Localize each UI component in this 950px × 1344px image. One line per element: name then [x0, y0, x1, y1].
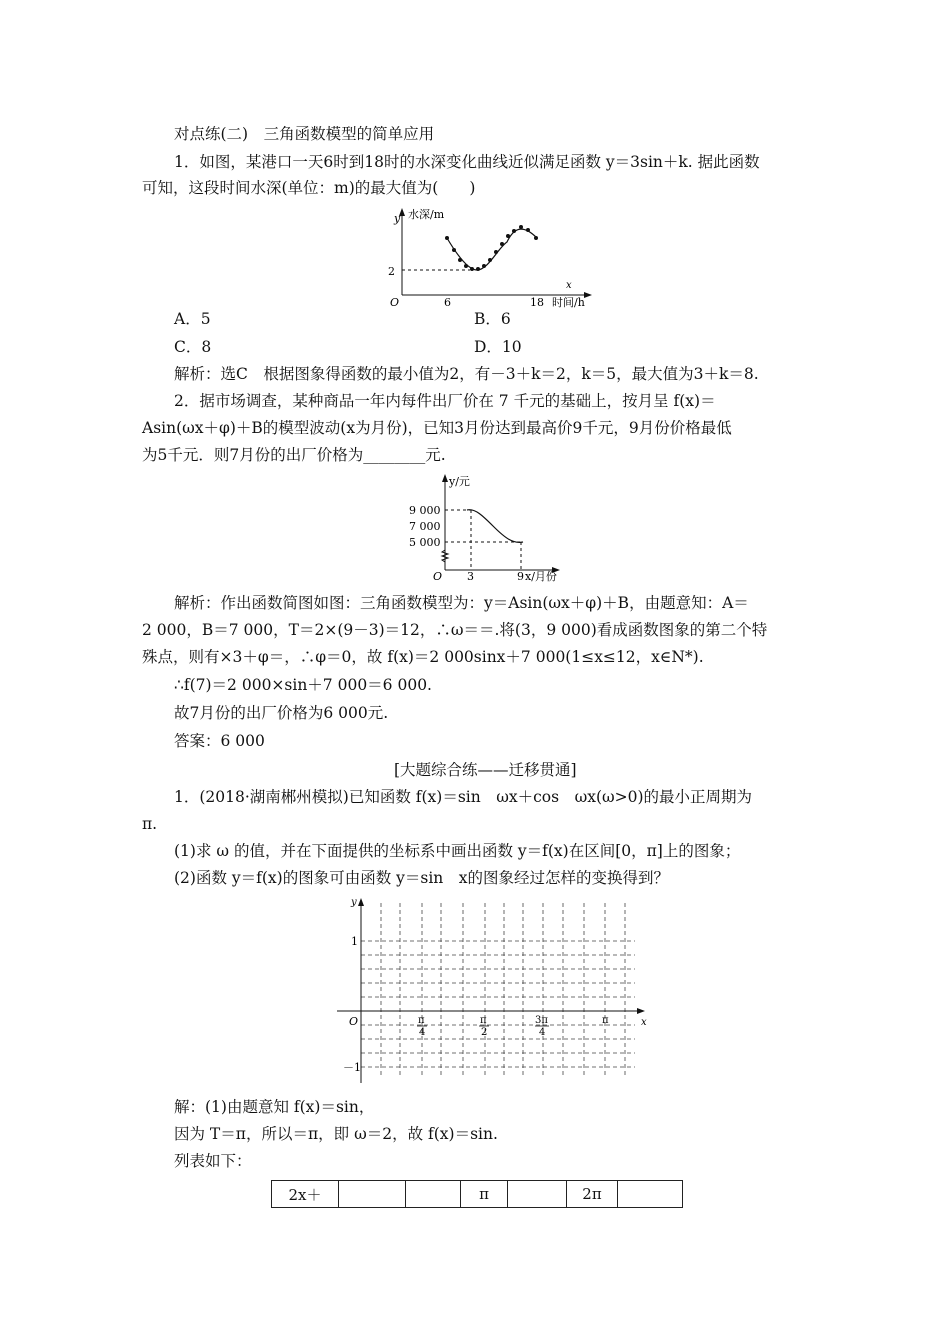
- fig1-y-tick-2: 2: [388, 265, 395, 278]
- fig1-y-label: y: [394, 212, 401, 225]
- fig3-y-tick-neg1: －1: [343, 1061, 361, 1074]
- q2-text-line1: 2．据市场调查，某种商品一年内每件出厂价在 7 千元的基础上，按月呈 f(x)＝: [174, 392, 716, 410]
- q2-solution-line5: 故7月份的出厂价格为6 000元.: [174, 704, 389, 722]
- fig2-y-tick-5000: 5 000: [409, 536, 441, 549]
- value-table: [271, 1180, 683, 1208]
- fig3-tick-3pi4-num: 3π: [535, 1015, 548, 1026]
- q2-solution-line4: ∴f(7)＝2 000×sin＋7 000＝6 000.: [174, 676, 432, 694]
- p1-text-line1: 1．(2018·湖南郴州模拟)已知函数 f(x)＝sin ωx＋cos ωx(ω>0)的最小正周期为: [174, 788, 753, 806]
- q2-solution-line3: 殊点，则有×3＋φ＝，∴φ＝0，故 f(x)＝2 000sinx＋7 000(1≤x≤12，x∈N*).: [142, 648, 704, 666]
- table-cell: [339, 1181, 406, 1208]
- water-depth-figure: [380, 200, 610, 310]
- q1-text-line1: 1．如图，某港口一天6时到18时的水深变化曲线近似满足函数 y＝3sin＋k. 据此函数: [174, 153, 760, 171]
- fig3-y-tick-1: 1: [351, 935, 358, 948]
- fig3-tick-pi2-num: π: [480, 1015, 487, 1026]
- q1-option-c: C．8: [174, 338, 212, 356]
- fig1-x-unit: 时间/h: [552, 296, 585, 309]
- solution3-line3: 列表如下：: [174, 1152, 252, 1170]
- table-cell: π: [461, 1181, 508, 1208]
- fig3-tick-pi2-den: 2: [481, 1027, 488, 1038]
- fig1-origin: O: [390, 296, 400, 309]
- section-title: 对点练(二) 三角函数模型的简单应用: [174, 125, 435, 143]
- p1-part1: (1)求 ω 的值，并在下面提供的坐标系中画出函数 y＝f(x)在区间[0，π]上的图象；: [174, 842, 741, 860]
- fig1-y-unit: 水深/m: [408, 208, 445, 221]
- big-section-title: [大题综合练——迁移贯通]: [394, 761, 577, 779]
- fig2-x-label: x/月份: [525, 570, 557, 583]
- q1-option-d: D．10: [474, 338, 522, 356]
- fig1-x-label: x: [566, 280, 572, 291]
- q1-text-line2: 可知，这段时间水深(单位：m)的最大值为( ): [142, 179, 476, 197]
- p1-text-line2: π.: [142, 815, 158, 833]
- solution3-line2: 因为 T＝π，所以＝π，即 ω＝2，故 f(x)＝sin.: [174, 1125, 498, 1143]
- fig3-y-label: y: [351, 897, 357, 908]
- fig3-origin: O: [349, 1015, 359, 1028]
- table-row: [272, 1181, 683, 1208]
- table-cell: [406, 1181, 461, 1208]
- q2-text-line2: Asin(ωx＋φ)＋B的模型波动(x为月份)，已知3月份达到最高价9千元，9月份价格最低: [142, 419, 732, 437]
- q2-answer: 答案：6 000: [174, 732, 265, 750]
- table-cell: 2x＋: [272, 1181, 339, 1208]
- fig3-tick-pi4-den: 4: [419, 1027, 426, 1038]
- fig2-y-tick-7000: 7 000: [409, 520, 441, 533]
- grid-lines: [361, 903, 635, 1078]
- q1-option-b: B．6: [474, 310, 511, 328]
- q2-text-line3: 为5千元．则7月份的出厂价格为________元.: [142, 446, 446, 464]
- price-figure: [405, 470, 580, 585]
- sine-grid-figure: [335, 893, 655, 1088]
- fig1-x-tick-18: 18: [530, 296, 544, 309]
- table-cell: 2π: [567, 1181, 618, 1208]
- solution3-line1: 解：(1)由题意知 f(x)＝sin，: [174, 1098, 375, 1116]
- fig3-tick-pi: π: [602, 1015, 609, 1026]
- fig2-x-tick-9: 9: [517, 570, 524, 583]
- q2-solution-line2: 2 000，B＝7 000，T＝2×(9－3)＝12，∴ω＝＝.将(3，9 000)看成函数图象的第二个特: [142, 621, 768, 639]
- table-cell: [508, 1181, 567, 1208]
- fig2-y-tick-9000: 9 000: [409, 504, 441, 517]
- q1-solution: 解析：选C 根据图象得函数的最小值为2，有－3＋k＝2，k＝5，最大值为3＋k＝8.: [174, 365, 759, 383]
- fig3-x-label: x: [641, 1017, 647, 1028]
- q2-solution-line1: 解析：作出函数简图如图：三角函数模型为：y＝Asin(ωx＋φ)＋B，由题意知：A＝: [174, 594, 749, 612]
- table-cell: [618, 1181, 683, 1208]
- fig3-tick-pi4-num: π: [418, 1015, 425, 1026]
- fig2-y-label: y/元: [449, 475, 470, 488]
- p1-part2: (2)函数 y＝f(x)的图象可由函数 y＝sin x的图象经过怎样的变换得到？: [174, 869, 670, 887]
- fig2-origin: O: [433, 570, 443, 583]
- fig2-x-tick-3: 3: [467, 570, 474, 583]
- fig1-x-tick-6: 6: [444, 296, 451, 309]
- q1-option-a: A．5: [174, 310, 211, 328]
- fig3-tick-3pi4-den: 4: [539, 1027, 546, 1038]
- water-depth-points: [445, 225, 538, 271]
